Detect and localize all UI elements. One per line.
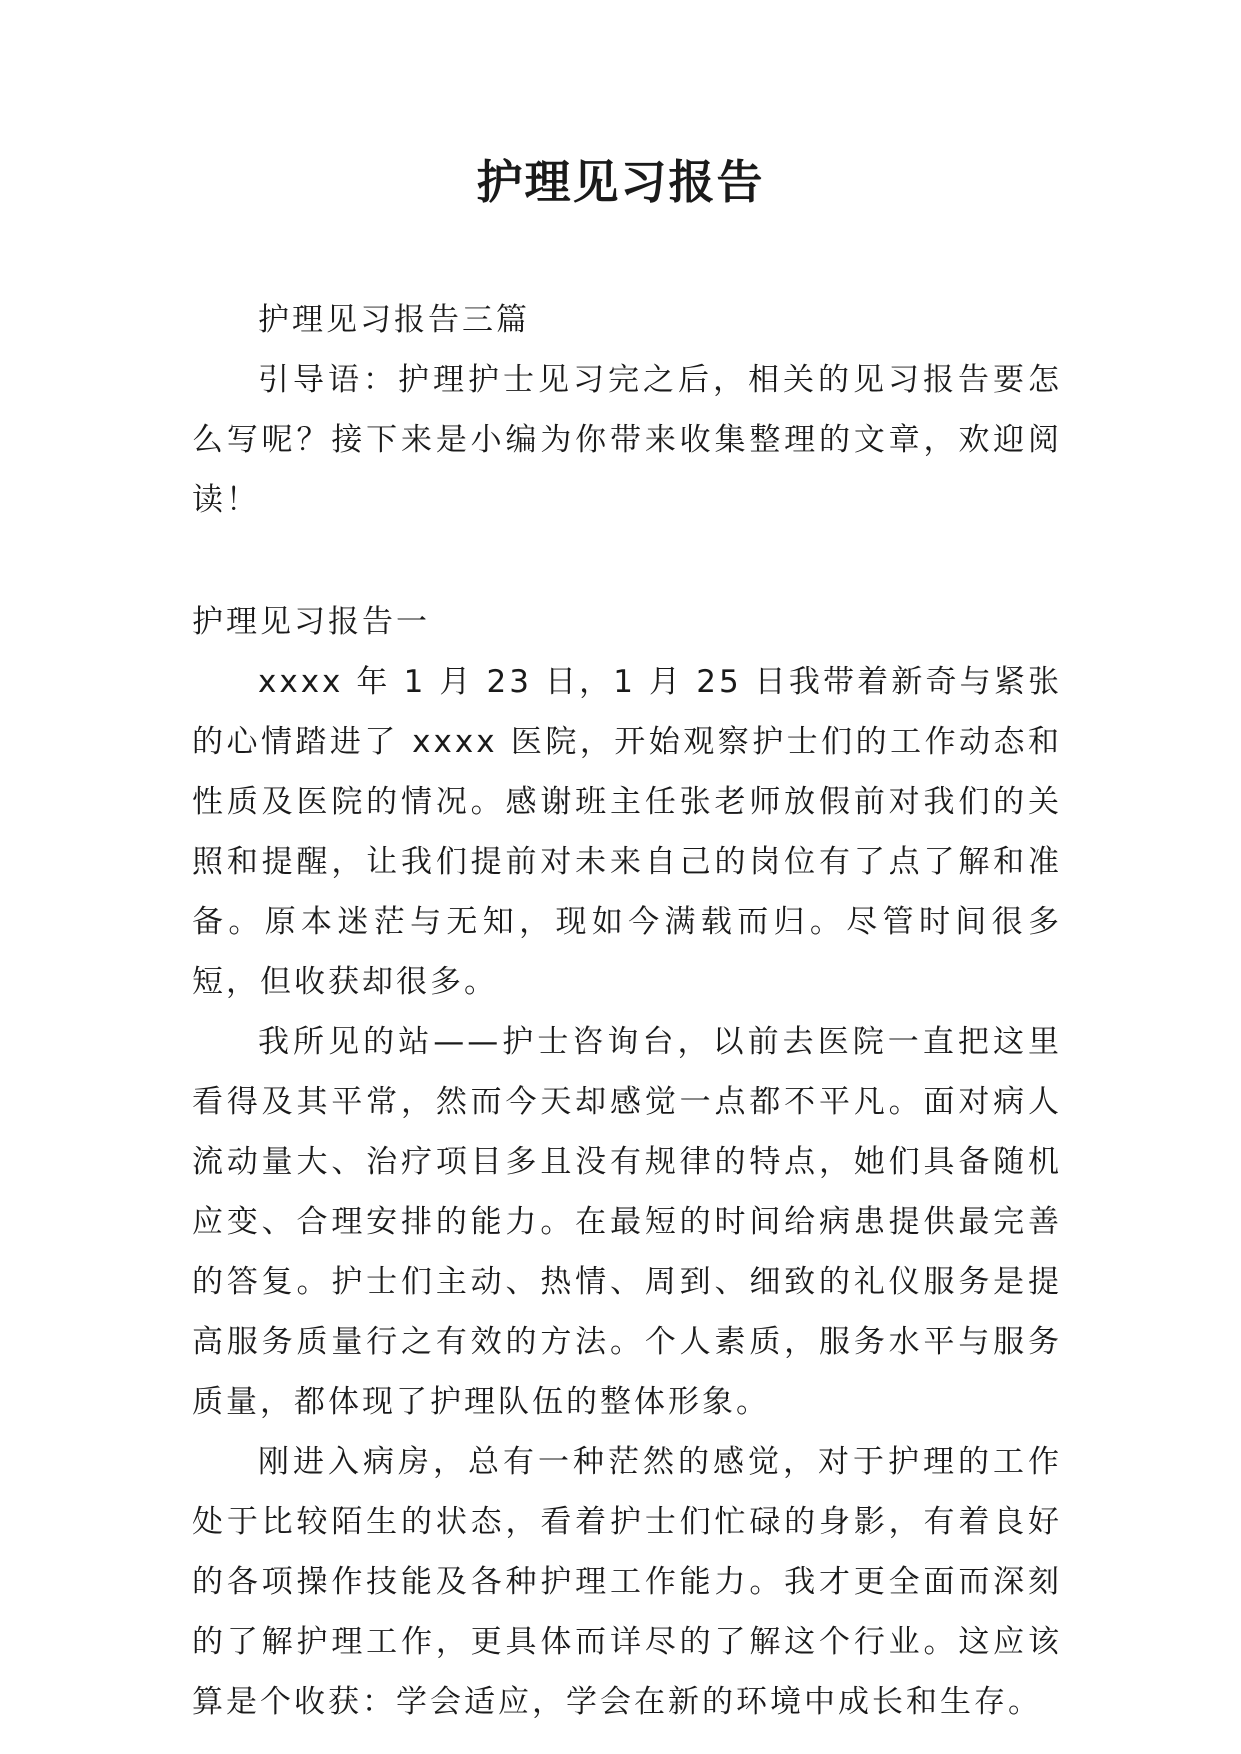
document-title: 护理见习报告 — [476, 155, 765, 209]
body-paragraph-3: 刚进入病房，总有一种茫然的感觉，对于护理的工作处于比较陌生的状态，看着护士们忙碌的身影，有着良好的各项操作技能及各种护理工作能力。我才更全面而深刻的了解护理工作，更具体而详尽的了解这个行业。这应该算是个收获：学会适应，学会在新的环境中成长和生存。 — [192, 1444, 1062, 1720]
body-paragraph-1: xxxx 年 1 月 23 日，1 月 25 日我带着新奇与紧张的心情踏进了 xxxx 医院，开始观察护士们的工作动态和性质及医院的情况。感谢班主任张老师放假前对我们的关照和提醒，让我们提前对未来自己的岗位有了点了解和准备。原本迷茫与无知，现如今满载而归。尽管时间很多短，但收获却很多。 — [192, 664, 1062, 1000]
body-paragraph-2: 我所见的站——护士咨询台，以前去医院一直把这里看得及其平常，然而今天却感觉一点都不平凡。面对病人流动量大、治疗项目多且没有规律的特点，她们具备随机应变、合理安排的能力。在最短的时间给病患提供最完善的答复。护士们主动、热情、周到、细致的礼仪服务是提高服务质量行之有效的方法。个人素质，服务水平与服务质量，都体现了护理队伍的整体形象。 — [192, 1024, 1062, 1420]
document-body — [192, 290, 1062, 1732]
intro-paragraph: 引导语：护理护士见习完之后，相关的见习报告要怎么写呢？接下来是小编为你带来收集整理的文章，欢迎阅读！ — [192, 362, 1062, 518]
document-subtitle: 护理见习报告三篇 — [258, 302, 530, 338]
section-heading: 护理见习报告一 — [192, 604, 430, 640]
